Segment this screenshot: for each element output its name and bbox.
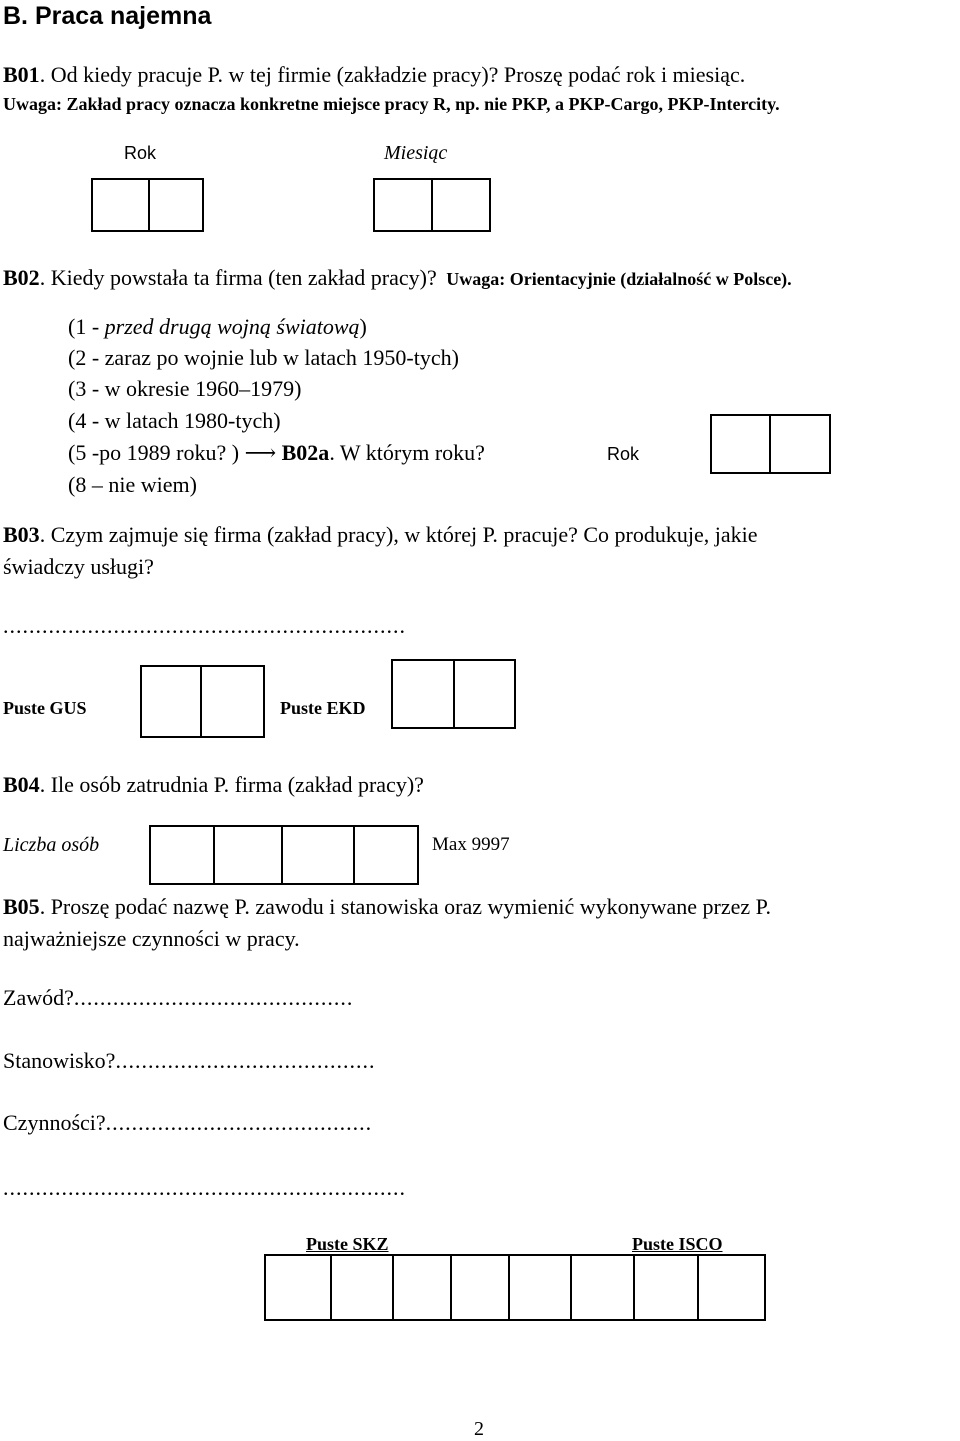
position-line[interactable]: ........................................ xyxy=(115,1048,376,1073)
question-code: B01 xyxy=(3,62,40,87)
digit-box[interactable] xyxy=(213,825,283,885)
code-box[interactable] xyxy=(391,659,455,729)
note-b01: Uwaga: Zakład pracy oznacza konkretne miejsce pracy R, np. nie PKP, a PKP-Cargo, PKP-Intercity. xyxy=(3,94,780,114)
label-year-b02a: Rok xyxy=(607,444,640,464)
section-title: B. Praca najemna xyxy=(3,2,212,30)
code-box[interactable] xyxy=(508,1254,572,1321)
max-note: Max 9997 xyxy=(432,834,510,855)
tasks-line[interactable]: ......................................... xyxy=(105,1110,373,1135)
code-box[interactable] xyxy=(200,665,265,738)
question-text: . Czym zajmuje się firma (zakład pracy), w której P. pracuje? Co produkuje, jakie xyxy=(39,522,758,547)
digit-box[interactable] xyxy=(353,825,419,885)
month-boxes-b01 xyxy=(373,178,489,232)
label-gus: Puste GUS xyxy=(3,698,87,718)
code-box[interactable] xyxy=(392,1254,452,1321)
label-isco: Puste ISCO xyxy=(632,1234,723,1254)
option-text: przed drugą wojną światową xyxy=(104,314,360,339)
question-code: B04 xyxy=(3,772,40,797)
ekd-boxes xyxy=(391,659,514,729)
option-suffix: . W którym roku? xyxy=(329,440,485,465)
question-b03 xyxy=(3,522,758,548)
question-b02 xyxy=(3,265,792,291)
extra-answer-line[interactable]: .............................................................. xyxy=(3,1175,406,1200)
skz-isco-boxes xyxy=(264,1254,764,1321)
question-b04 xyxy=(3,772,424,798)
position-row[interactable] xyxy=(3,1048,375,1074)
year-boxes-b01 xyxy=(91,178,202,232)
option-prefix: (5 -po 1989 roku? ) xyxy=(68,440,245,465)
answer-line[interactable]: .............................................................. xyxy=(3,613,406,638)
label-skz: Puste SKZ xyxy=(306,1234,389,1254)
label-month: Miesiąc xyxy=(384,142,448,164)
digit-box[interactable] xyxy=(373,178,433,232)
gus-boxes xyxy=(140,665,263,738)
code-box[interactable] xyxy=(450,1254,510,1321)
question-b01 xyxy=(3,62,745,88)
label-ekd: Puste EKD xyxy=(280,698,366,718)
option-2: (2 - zaraz po wojnie lub w latach 1950-tych) xyxy=(68,345,459,370)
digit-box[interactable] xyxy=(431,178,491,232)
occupation-line[interactable]: ........................................... xyxy=(73,985,354,1010)
code-box[interactable] xyxy=(633,1254,699,1321)
option-3: (3 - w okresie 1960–1979) xyxy=(68,376,302,401)
option-1 xyxy=(68,314,367,340)
question-text: . Kiedy powstała ta firma (ten zakład pracy)? xyxy=(39,265,437,290)
skip-reference: B02a xyxy=(281,440,330,465)
page-number: 2 xyxy=(474,1418,484,1440)
option-prefix: (1 - xyxy=(68,314,105,339)
option-8: (8 – nie wiem) xyxy=(68,472,197,497)
count-boxes xyxy=(149,825,417,885)
label-year: Rok xyxy=(124,143,157,163)
option-5 xyxy=(68,440,485,466)
tasks-label: Czynności? xyxy=(3,1110,106,1135)
note-b02: Uwaga: Orientacyjnie (działalność w Polsce). xyxy=(446,269,792,289)
question-code: B05 xyxy=(3,894,40,919)
question-code: B02 xyxy=(3,265,40,290)
digit-box[interactable] xyxy=(149,825,215,885)
digit-box[interactable] xyxy=(281,825,355,885)
year-boxes-b02a xyxy=(710,414,829,474)
question-b03-line2: świadczy usługi? xyxy=(3,554,154,579)
position-label: Stanowisko? xyxy=(3,1048,116,1073)
code-box[interactable] xyxy=(453,659,516,729)
digit-box[interactable] xyxy=(91,178,150,232)
occupation-label: Zawód? xyxy=(3,985,74,1010)
code-box[interactable] xyxy=(140,665,202,738)
label-count: Liczba osób xyxy=(3,834,100,856)
question-text: . Proszę podać nazwę P. zawodu i stanowiska oraz wymienić wykonywane przez P. xyxy=(39,894,771,919)
digit-box[interactable] xyxy=(710,414,771,474)
arrow-icon: ⟶ xyxy=(244,440,277,465)
question-text: . Od kiedy pracuje P. w tej firmie (zakładzie pracy)? Proszę podać rok i miesiąc. xyxy=(39,62,746,87)
option-4: (4 - w latach 1980-tych) xyxy=(68,408,281,433)
question-b05 xyxy=(3,894,771,920)
code-box[interactable] xyxy=(697,1254,766,1321)
digit-box[interactable] xyxy=(769,414,831,474)
question-b05-line2: najważniejsze czynności w pracy. xyxy=(3,926,300,951)
code-box[interactable] xyxy=(330,1254,394,1321)
code-box[interactable] xyxy=(264,1254,332,1321)
tasks-row[interactable] xyxy=(3,1110,372,1136)
question-code: B03 xyxy=(3,522,40,547)
question-text: . Ile osób zatrudnia P. firma (zakład pracy)? xyxy=(39,772,424,797)
digit-box[interactable] xyxy=(148,178,204,232)
option-suffix: ) xyxy=(359,314,367,339)
code-box[interactable] xyxy=(570,1254,635,1321)
occupation-row[interactable] xyxy=(3,985,353,1011)
